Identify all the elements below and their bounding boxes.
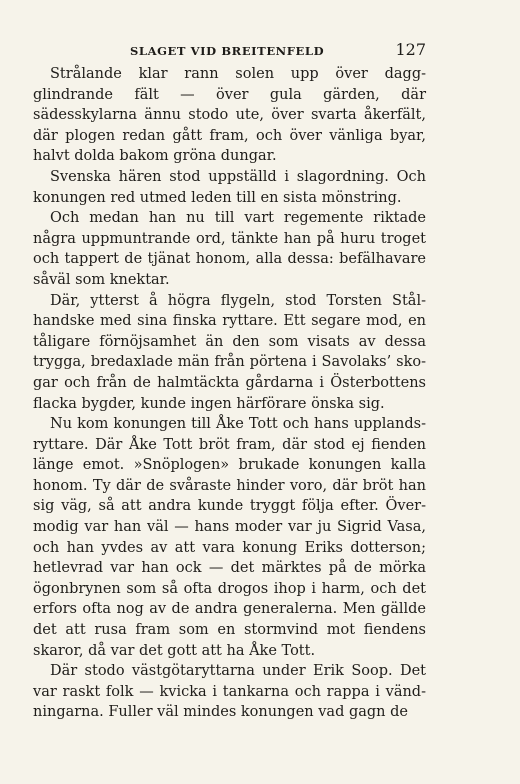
running-head: SLAGET VID BREITENFELD xyxy=(130,44,325,58)
page-header xyxy=(33,40,426,60)
body-text xyxy=(33,64,426,723)
paragraph: Nu kom konungen till Åke Tott och hans upplandsryttare. Där Åke Tott bröt fram, där stod ej fienden länge emot. »Snöplogen» brukade konungen kalla honom. Ty där de svåraste hinder voro, där bröt han sig väg, så att andra kunde tryggt följa efter. Övermodig var han väl — hans moder var ju Sigrid Vasa, och han yvdes av att vara konung Eriks dotterson; hetlevrad var han ock — det märktes på de mörka ögonbrynen som så ofta drogos ihop i harm, och det erfors ofta nog av de andra generalerna. Men gällde det att rusa fram som en stormvind mot fiendens skaror, då var det gott att ha Åke Tott. xyxy=(33,416,426,659)
paragraph: Där, ytterst å högra flygeln, stod Torsten Stålhandske med sina finska ryttare. Ett segare mod, en tåligare förnöjsamhet än den som visats av dessa trygga, bredaxlade män från pörtena i Savolaks’ skogar och från de halmtäckta gårdarna i Österbottens flacka bygder, kunde ingen härförare önska sig. xyxy=(33,292,426,412)
paragraph: Strålande klar rann solen upp över dagg-glindrande fält — över gula gärden, där sädesskylarna ännu stodo ute, över svarta åkerfält, där plogen redan gått fram, och över vänliga byar, halvt dolda bakom gröna dungar. xyxy=(33,66,426,165)
paragraph: Och medan han nu till vart regemente riktade några uppmuntrande ord, tänkte han på huru troget och tappert de tjänat honom, alla dessa: befälhavare såväl som knektar. xyxy=(33,210,426,288)
paragraph: Svenska hären stod uppställd i slagordning. Och konungen red utmed leden till en sista mönstring. xyxy=(33,168,426,206)
page-number: 127 xyxy=(395,40,426,59)
paragraph: Där stodo västgötaryttarna under Erik Soop. Det var raskt folk — kvicka i tankarna och rappa i vändningarna. Fuller väl mindes konungen vad gagn de xyxy=(33,663,426,721)
